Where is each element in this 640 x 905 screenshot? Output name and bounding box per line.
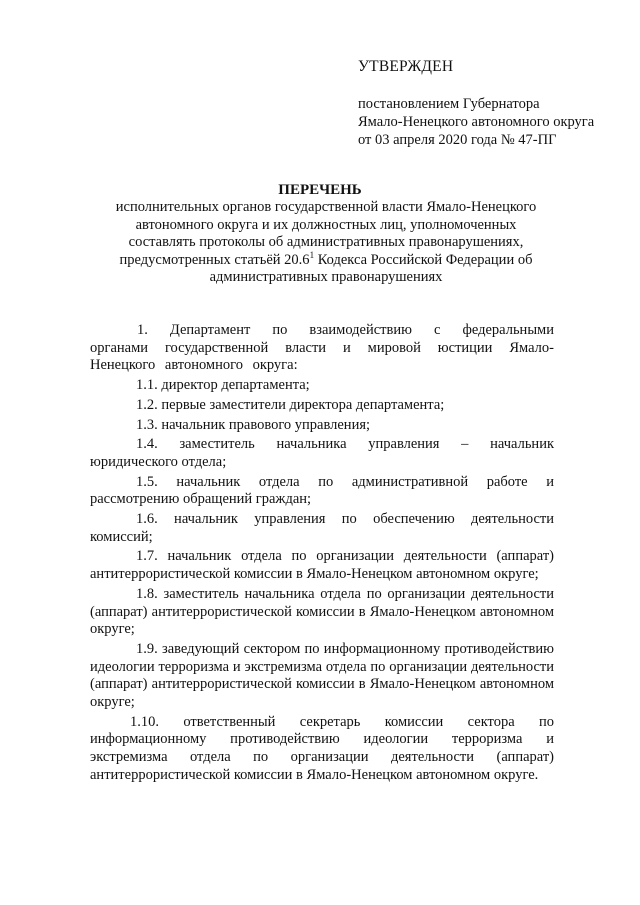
list-item: 1.9. заведующий сектором по информационному противодействию идеологии терроризма и экстремизма отдела по организации деятельности (аппарат) антитеррористической комиссии в Ямало-Ненецком автономном округе; [90, 640, 554, 711]
resolution-line: от 03 апреля 2020 года № 47-ПГ [358, 131, 557, 148]
subtitle-line [100, 249, 552, 270]
list-item: 1.8. заместитель начальника отдела по организации деятельности (аппарат) антитеррористической комиссии в Ямало-Ненецком автономном округе; [90, 585, 554, 638]
document-subtitle [100, 199, 552, 287]
approved-stamp: УТВЕРЖДЕН [358, 58, 454, 75]
list-item: 1.1. директор департамента; [136, 377, 310, 394]
list-item: 1.10. ответственный секретарь комиссии сектора по информационному противодействию идеологии терроризма и экстремизма отдела по организации деятельности (аппарат) антитеррористической комиссии в Ямало-Ненецком автономном округе. [90, 713, 554, 783]
document-title: ПЕРЕЧЕНЬ [278, 182, 362, 198]
subtitle-line: составлять протоколы об административных правонарушениях, [128, 234, 524, 251]
subtitle-text: предусмотренных статьёй 20.6 [119, 251, 310, 268]
officials-list [90, 322, 554, 787]
list-item: 1.3. начальник правового управления; [136, 416, 371, 433]
resolution-line: постановлением Губернатора [358, 96, 540, 112]
resolution-reference [358, 96, 594, 149]
list-item: 1.5. начальник отдела по административной работе и рассмотрению обращений граждан; [90, 473, 554, 508]
resolution-line: Ямало-Ненецкого автономного округа [358, 113, 595, 130]
list-item: 1.4. заместитель начальника управления – начальник юридического отдела; [90, 436, 554, 470]
list-item: 1.6. начальник управления по обеспечению деятельности комиссий; [90, 511, 554, 545]
list-item: 1.2. первые заместители директора департамента; [136, 396, 445, 413]
list-item: 1.7. начальник отдела по организации деятельности (аппарат) антитеррористической комиссии в Ямало-Ненецком автономном округе; [90, 548, 554, 583]
article-superscript: 1 [309, 249, 315, 260]
subtitle-line: исполнительных органов государственной власти Ямало-Ненецкого [115, 199, 537, 215]
list-item: 1. Департамент по взаимодействию с федеральными органами государственной власти и мировой юстиции Ямало-Ненецкого автономного округа: [90, 322, 554, 374]
subtitle-line: административных правонарушениях [209, 269, 443, 286]
subtitle-line: автономного округа и их должностных лиц, уполномоченных [135, 216, 517, 233]
subtitle-text: Кодекса Российской Федерации об [314, 251, 533, 268]
